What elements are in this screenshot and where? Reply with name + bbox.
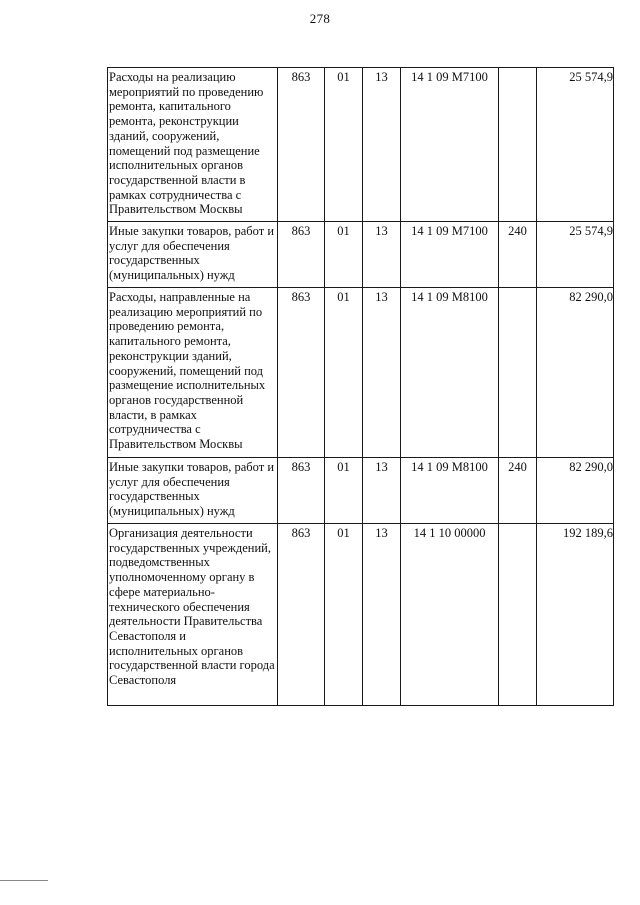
section-code-cell: 01 [325, 458, 363, 524]
subsection-code-cell: 13 [363, 458, 401, 524]
expenditure-name-cell: Расходы на реализацию мероприятий по проведению ремонта, капитального ремонта, реконструкции зданий, сооружений, помещений под размещение исполнительных органов государственной власти в рамках сотрудничества с Правительством Москвы [108, 68, 278, 222]
expense-type-code-cell [499, 524, 537, 706]
subsection-code-cell: 13 [363, 68, 401, 222]
expenditure-name-cell: Иные закупки товаров, работ и услуг для обеспечения государственных (муниципальных) нужд [108, 458, 278, 524]
expenditure-name-cell: Иные закупки товаров, работ и услуг для обеспечения государственных (муниципальных) нужд [108, 222, 278, 288]
page-number: 278 [309, 11, 331, 26]
amount-cell: 25 574,9 [537, 68, 614, 222]
department-code-cell: 863 [278, 288, 325, 458]
target-item-code-cell: 14 1 10 00000 [401, 524, 499, 706]
section-code-cell: 01 [325, 288, 363, 458]
table-row [108, 222, 614, 288]
table-row [108, 68, 614, 222]
expense-type-code-cell [499, 68, 537, 222]
target-item-code-cell: 14 1 09 M8100 [401, 458, 499, 524]
section-code-cell: 01 [325, 222, 363, 288]
expense-type-code-cell [499, 288, 537, 458]
table-row [108, 288, 614, 458]
department-code-cell: 863 [278, 524, 325, 706]
target-item-code-cell: 14 1 09 M7100 [401, 222, 499, 288]
expense-type-code-cell: 240 [499, 222, 537, 288]
section-code-cell: 01 [325, 524, 363, 706]
amount-cell: 25 574,9 [537, 222, 614, 288]
subsection-code-cell: 13 [363, 288, 401, 458]
expense-type-code-cell: 240 [499, 458, 537, 524]
table-row [108, 458, 614, 524]
subsection-code-cell: 13 [363, 524, 401, 706]
department-code-cell: 863 [278, 222, 325, 288]
expenditure-name-cell: Организация деятельности государственных учреждений, подведомственных уполномоченному органу в сфере материально-технического обеспечения деятельности Правительства Севастополя и исполнительных органов государственной власти города Севастополя [108, 524, 278, 706]
amount-cell: 82 290,0 [537, 288, 614, 458]
target-item-code-cell: 14 1 09 M7100 [401, 68, 499, 222]
table-row [108, 524, 614, 706]
budget-expenditure-table [107, 67, 614, 706]
target-item-code-cell: 14 1 09 M8100 [401, 288, 499, 458]
scan-edge-line [0, 880, 48, 881]
section-code-cell: 01 [325, 68, 363, 222]
department-code-cell: 863 [278, 458, 325, 524]
amount-cell: 192 189,6 [537, 524, 614, 706]
expenditure-name-cell: Расходы, направленные на реализацию мероприятий по проведению ремонта, капитального ремонта, реконструкции зданий, сооружений, помещений под размещение исполнительных органов государственной власти, в рамках сотрудничества с Правительством Москвы [108, 288, 278, 458]
subsection-code-cell: 13 [363, 222, 401, 288]
amount-cell: 82 290,0 [537, 458, 614, 524]
department-code-cell: 863 [278, 68, 325, 222]
